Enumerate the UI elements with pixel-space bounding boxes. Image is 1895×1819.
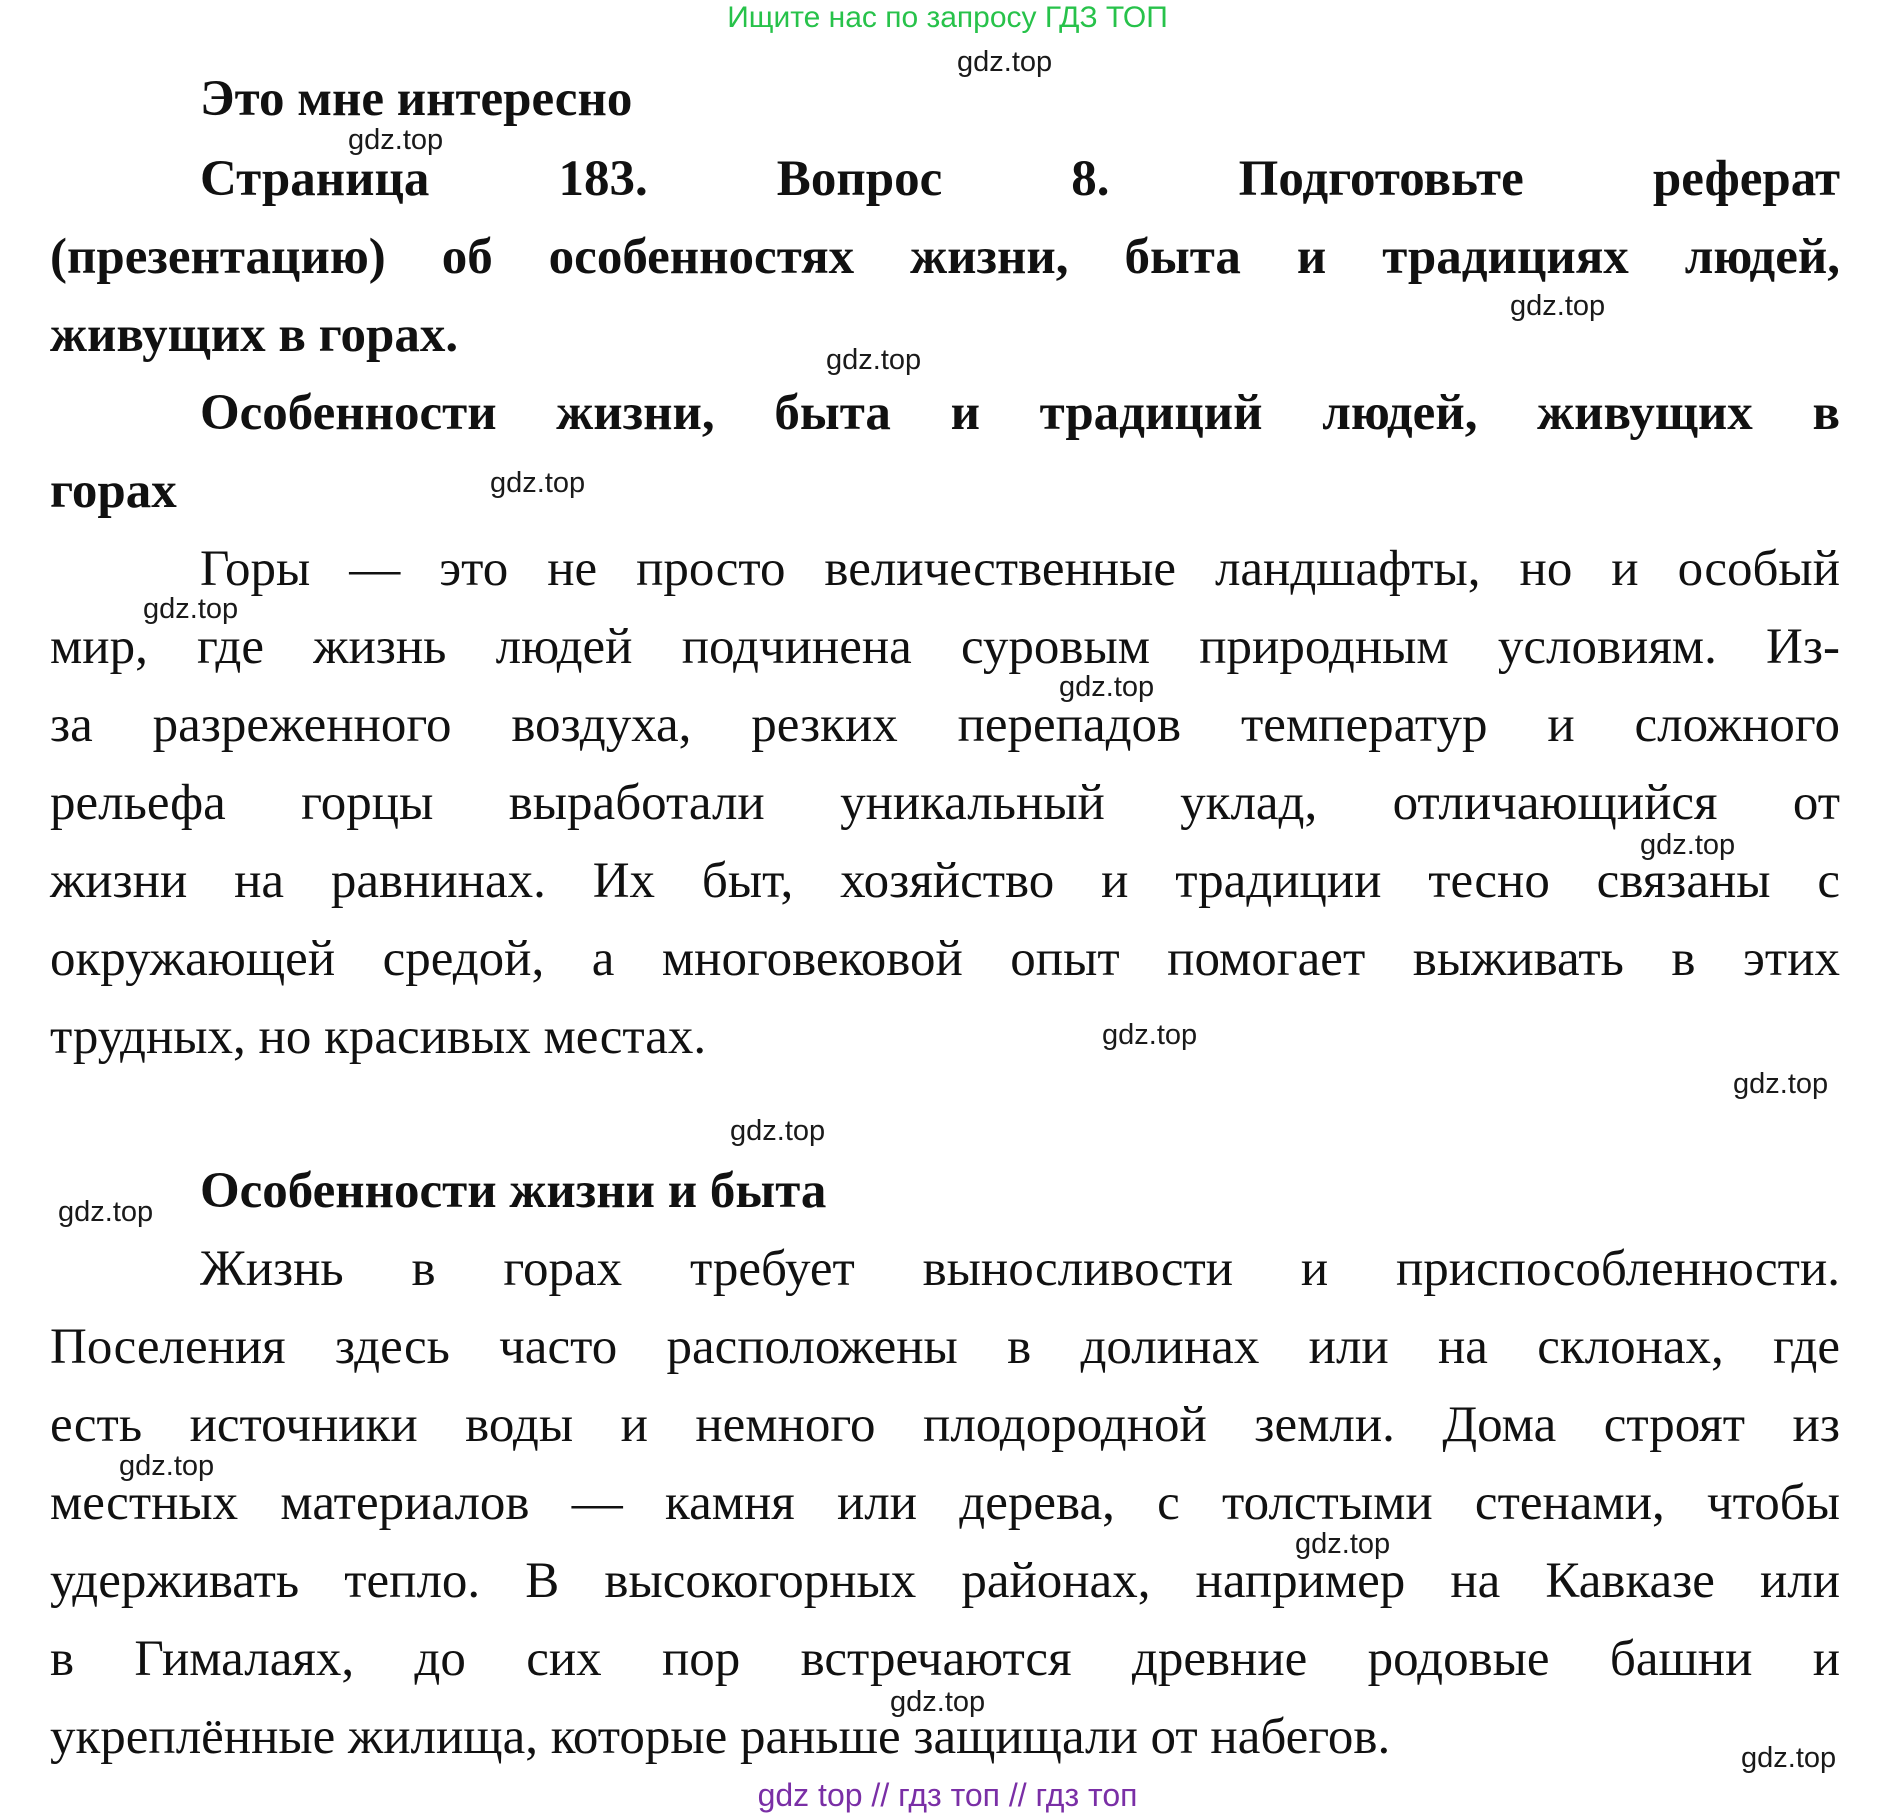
paragraph-line: трудных, но красивых местах. [50,1009,707,1065]
paragraph-line: Жизнь в горах требует выносливости и приспособленности. [200,1241,1840,1297]
paragraph-line: окружающей средой, а многовековой опыт помогает выживать в этих [50,931,1840,987]
watermark: gdz.top [1295,1528,1391,1560]
watermark: gdz.top [826,344,922,376]
paragraph-line: в Гималаях, до сих пор встречаются древние родовые башни и [50,1631,1840,1687]
heading-line: Особенности жизни и быта [200,1163,827,1219]
watermark: gdz.top [890,1686,986,1718]
watermark: gdz.top [1102,1019,1198,1051]
watermark: gdz.top [119,1450,215,1482]
watermark: gdz.top [957,46,1053,78]
heading-line: Особенности жизни, быта и традиций людей, живущих в [200,385,1840,441]
section-title: Это мне интересно [200,71,633,127]
paragraph-line: укреплённые жилища, которые раньше защищали от набегов. [50,1709,1391,1765]
watermark: gdz.top [730,1115,826,1147]
watermark: gdz.top [1640,829,1736,861]
paragraph-line: Поселения здесь часто расположены в долинах или на склонах, где [50,1319,1840,1375]
heading-line: горах [50,463,177,519]
watermark: gdz.top [490,467,586,499]
watermark: gdz.top [1741,1742,1837,1774]
paragraph-line: жизни на равнинах. Их быт, хозяйство и традиции тесно связаны с [50,853,1840,909]
paragraph-line: рельефа горцы выработали уникальный уклад, отличающийся от [50,775,1840,831]
watermark: gdz.top [1510,290,1606,322]
watermark: gdz.top [348,124,444,156]
paragraph-line: за разреженного воздуха, резких перепадов температур и сложного [50,697,1840,753]
bottom-banner[interactable]: gdz top // гдз топ // гдз топ [757,1777,1138,1813]
question-line: живущих в горах. [50,307,459,363]
paragraph-line: есть источники воды и немного плодородной земли. Дома строят из [50,1397,1840,1453]
watermark: gdz.top [143,593,239,625]
watermark: gdz.top [1733,1068,1829,1100]
paragraph-line: местных материалов — камня или дерева, с толстыми стенами, чтобы [50,1475,1840,1531]
paragraph-line: мир, где жизнь людей подчинена суровым природным условиям. Из- [50,619,1840,675]
question-line: Страница 183. Вопрос 8. Подготовьте реферат [200,151,1840,207]
watermark: gdz.top [1059,671,1155,703]
top-banner[interactable]: Ищите нас по запросу ГДЗ ТОП [727,1,1168,34]
paragraph-line: удерживать тепло. В высокогорных районах, например на Кавказе или [50,1553,1840,1609]
question-line: (презентацию) об особенностях жизни, быта и традициях людей, [50,229,1840,285]
watermark: gdz.top [58,1196,154,1228]
paragraph-line: Горы — это не просто величественные ландшафты, но и особый [200,541,1840,597]
